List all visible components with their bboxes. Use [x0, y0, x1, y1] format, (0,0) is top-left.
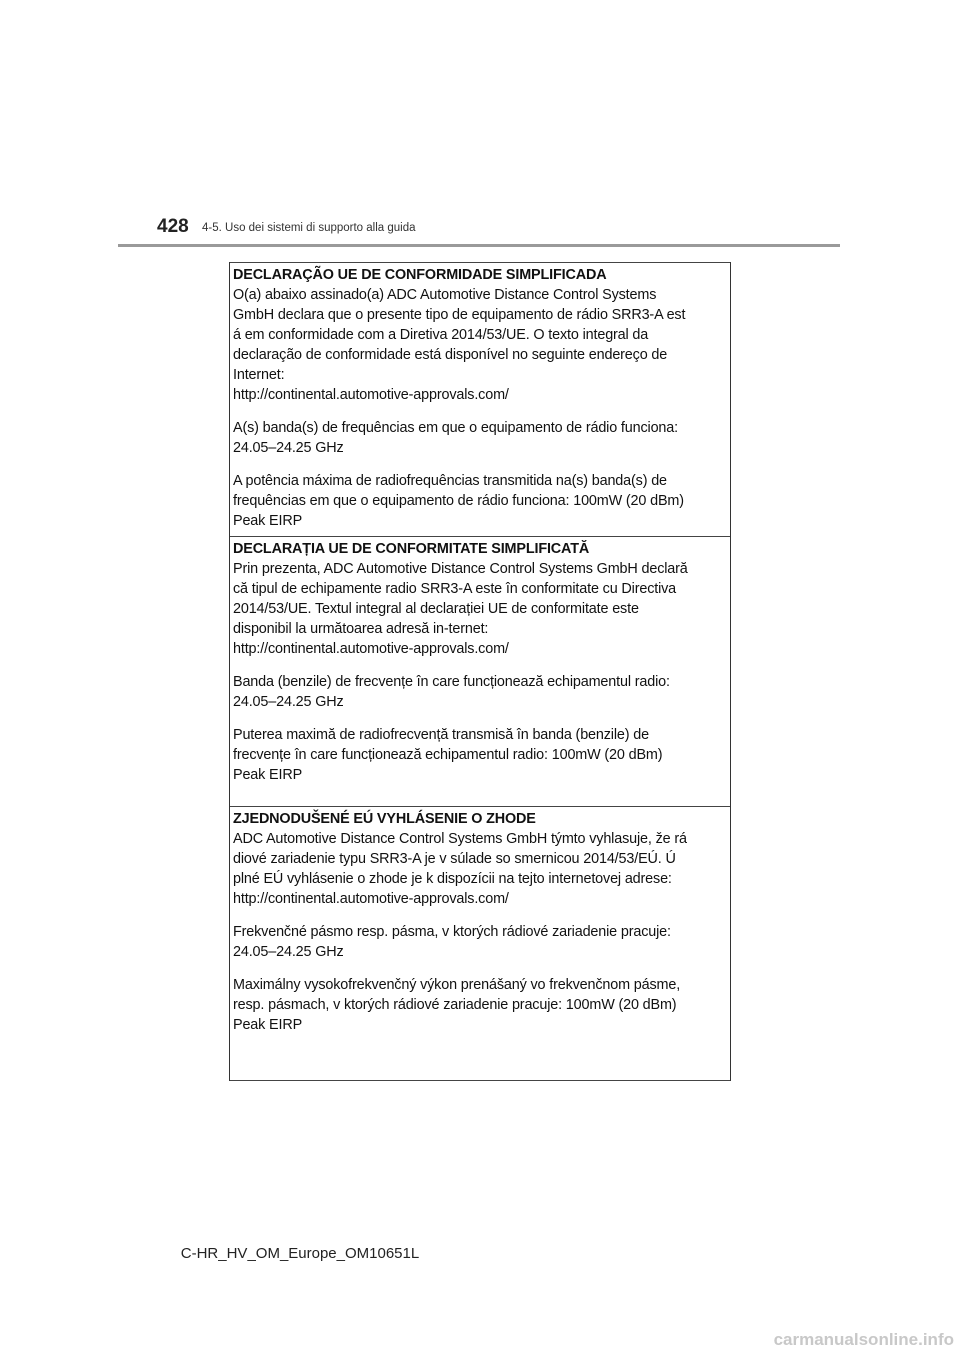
text-line: á em conformidade com a Diretiva 2014/53/UE. O texto integral da: [233, 327, 649, 343]
text-line: Peak EIRP: [233, 513, 303, 529]
text-line: Prin prezenta, ADC Automotive Distance Control Systems GmbH declară: [233, 561, 688, 577]
header-rule: [118, 244, 840, 247]
section-title: 4-5. Uso dei sistemi di supporto alla guida: [202, 222, 416, 234]
page-number: 428: [157, 216, 189, 237]
text-line: declaração de conformidade está disponível no seguinte endereço de: [233, 347, 668, 363]
text-line: Banda (benzile) de frecvențe în care funcționează echipamentul radio:: [233, 674, 670, 690]
text-line: disponibil la următoarea adresă in-ternet:: [233, 621, 489, 637]
text-line: Puterea maximă de radiofrecvență transmisă în banda (benzile) de: [233, 727, 649, 743]
declaration-sk-title: ZJEDNODUŠENÉ EÚ VYHLÁSENIE O ZHODE: [233, 811, 536, 827]
text-line: 2014/53/UE. Textul integral al declarației UE de conformitate este: [233, 601, 639, 617]
text-line: Maximálny vysokofrekvenčný výkon prenášaný vo frekvenčnom pásme,: [233, 977, 681, 993]
text-line: plné EÚ vyhlásenie o zhode je k dispozícii na tejto internetovej adrese:: [233, 871, 672, 887]
document-id: C-HR_HV_OM_Europe_OM10651L: [180, 1245, 420, 1262]
url-line: http://continental.automotive-approvals.com/: [233, 891, 509, 907]
text-line: Peak EIRP: [233, 1017, 303, 1033]
text-line: A(s) banda(s) de frequências em que o equipamento de rádio funciona:: [233, 420, 678, 436]
text-line: 24.05–24.25 GHz: [233, 440, 344, 456]
declaration-sk: [230, 806, 730, 1081]
text-line: diové zariadenie typu SRR3-A je v súlade so smernicou 2014/53/EÚ. Ú: [233, 851, 676, 867]
text-line: frequências em que o equipamento de rádio funciona: 100mW (20 dBm): [233, 493, 684, 509]
text-line: 24.05–24.25 GHz: [233, 944, 344, 960]
text-line: 24.05–24.25 GHz: [233, 694, 344, 710]
watermark: carmanualsonline.info: [773, 1330, 954, 1349]
declaration-pt: [230, 262, 730, 536]
text-line: Internet:: [233, 367, 285, 383]
text-line: Frekvenčné pásmo resp. pásma, v ktorých rádiové zariadenie pracuje:: [233, 924, 671, 940]
declaration-ro: [230, 536, 730, 806]
text-line: ADC Automotive Distance Control Systems GmbH týmto vyhlasuje, že rá: [233, 831, 687, 847]
text-line: resp. pásmach, v ktorých rádiové zariadenie pracuje: 100mW (20 dBm): [233, 997, 677, 1013]
text-line: A potência máxima de radiofrequências transmitida na(s) banda(s) de: [233, 473, 667, 489]
url-line: http://continental.automotive-approvals.com/: [233, 387, 509, 403]
text-line: GmbH declara que o presente tipo de equipamento de rádio SRR3-A est: [233, 307, 686, 323]
declaration-pt-title: DECLARAÇÃO UE DE CONFORMIDADE SIMPLIFICADA: [233, 267, 607, 283]
text-line: O(a) abaixo assinado(a) ADC Automotive Distance Control Systems: [233, 287, 657, 303]
text-line: Peak EIRP: [233, 767, 303, 783]
declaration-document: [229, 262, 731, 1081]
declaration-ro-title: DECLARAȚIA UE DE CONFORMITATE SIMPLIFICATĂ: [233, 541, 590, 557]
text-line: frecvențe în care funcționează echipamentul radio: 100mW (20 dBm): [233, 747, 663, 763]
text-line: că tipul de echipamente radio SRR3-A este în conformitate cu Directiva: [233, 581, 677, 597]
url-line: http://continental.automotive-approvals.com/: [233, 641, 509, 657]
